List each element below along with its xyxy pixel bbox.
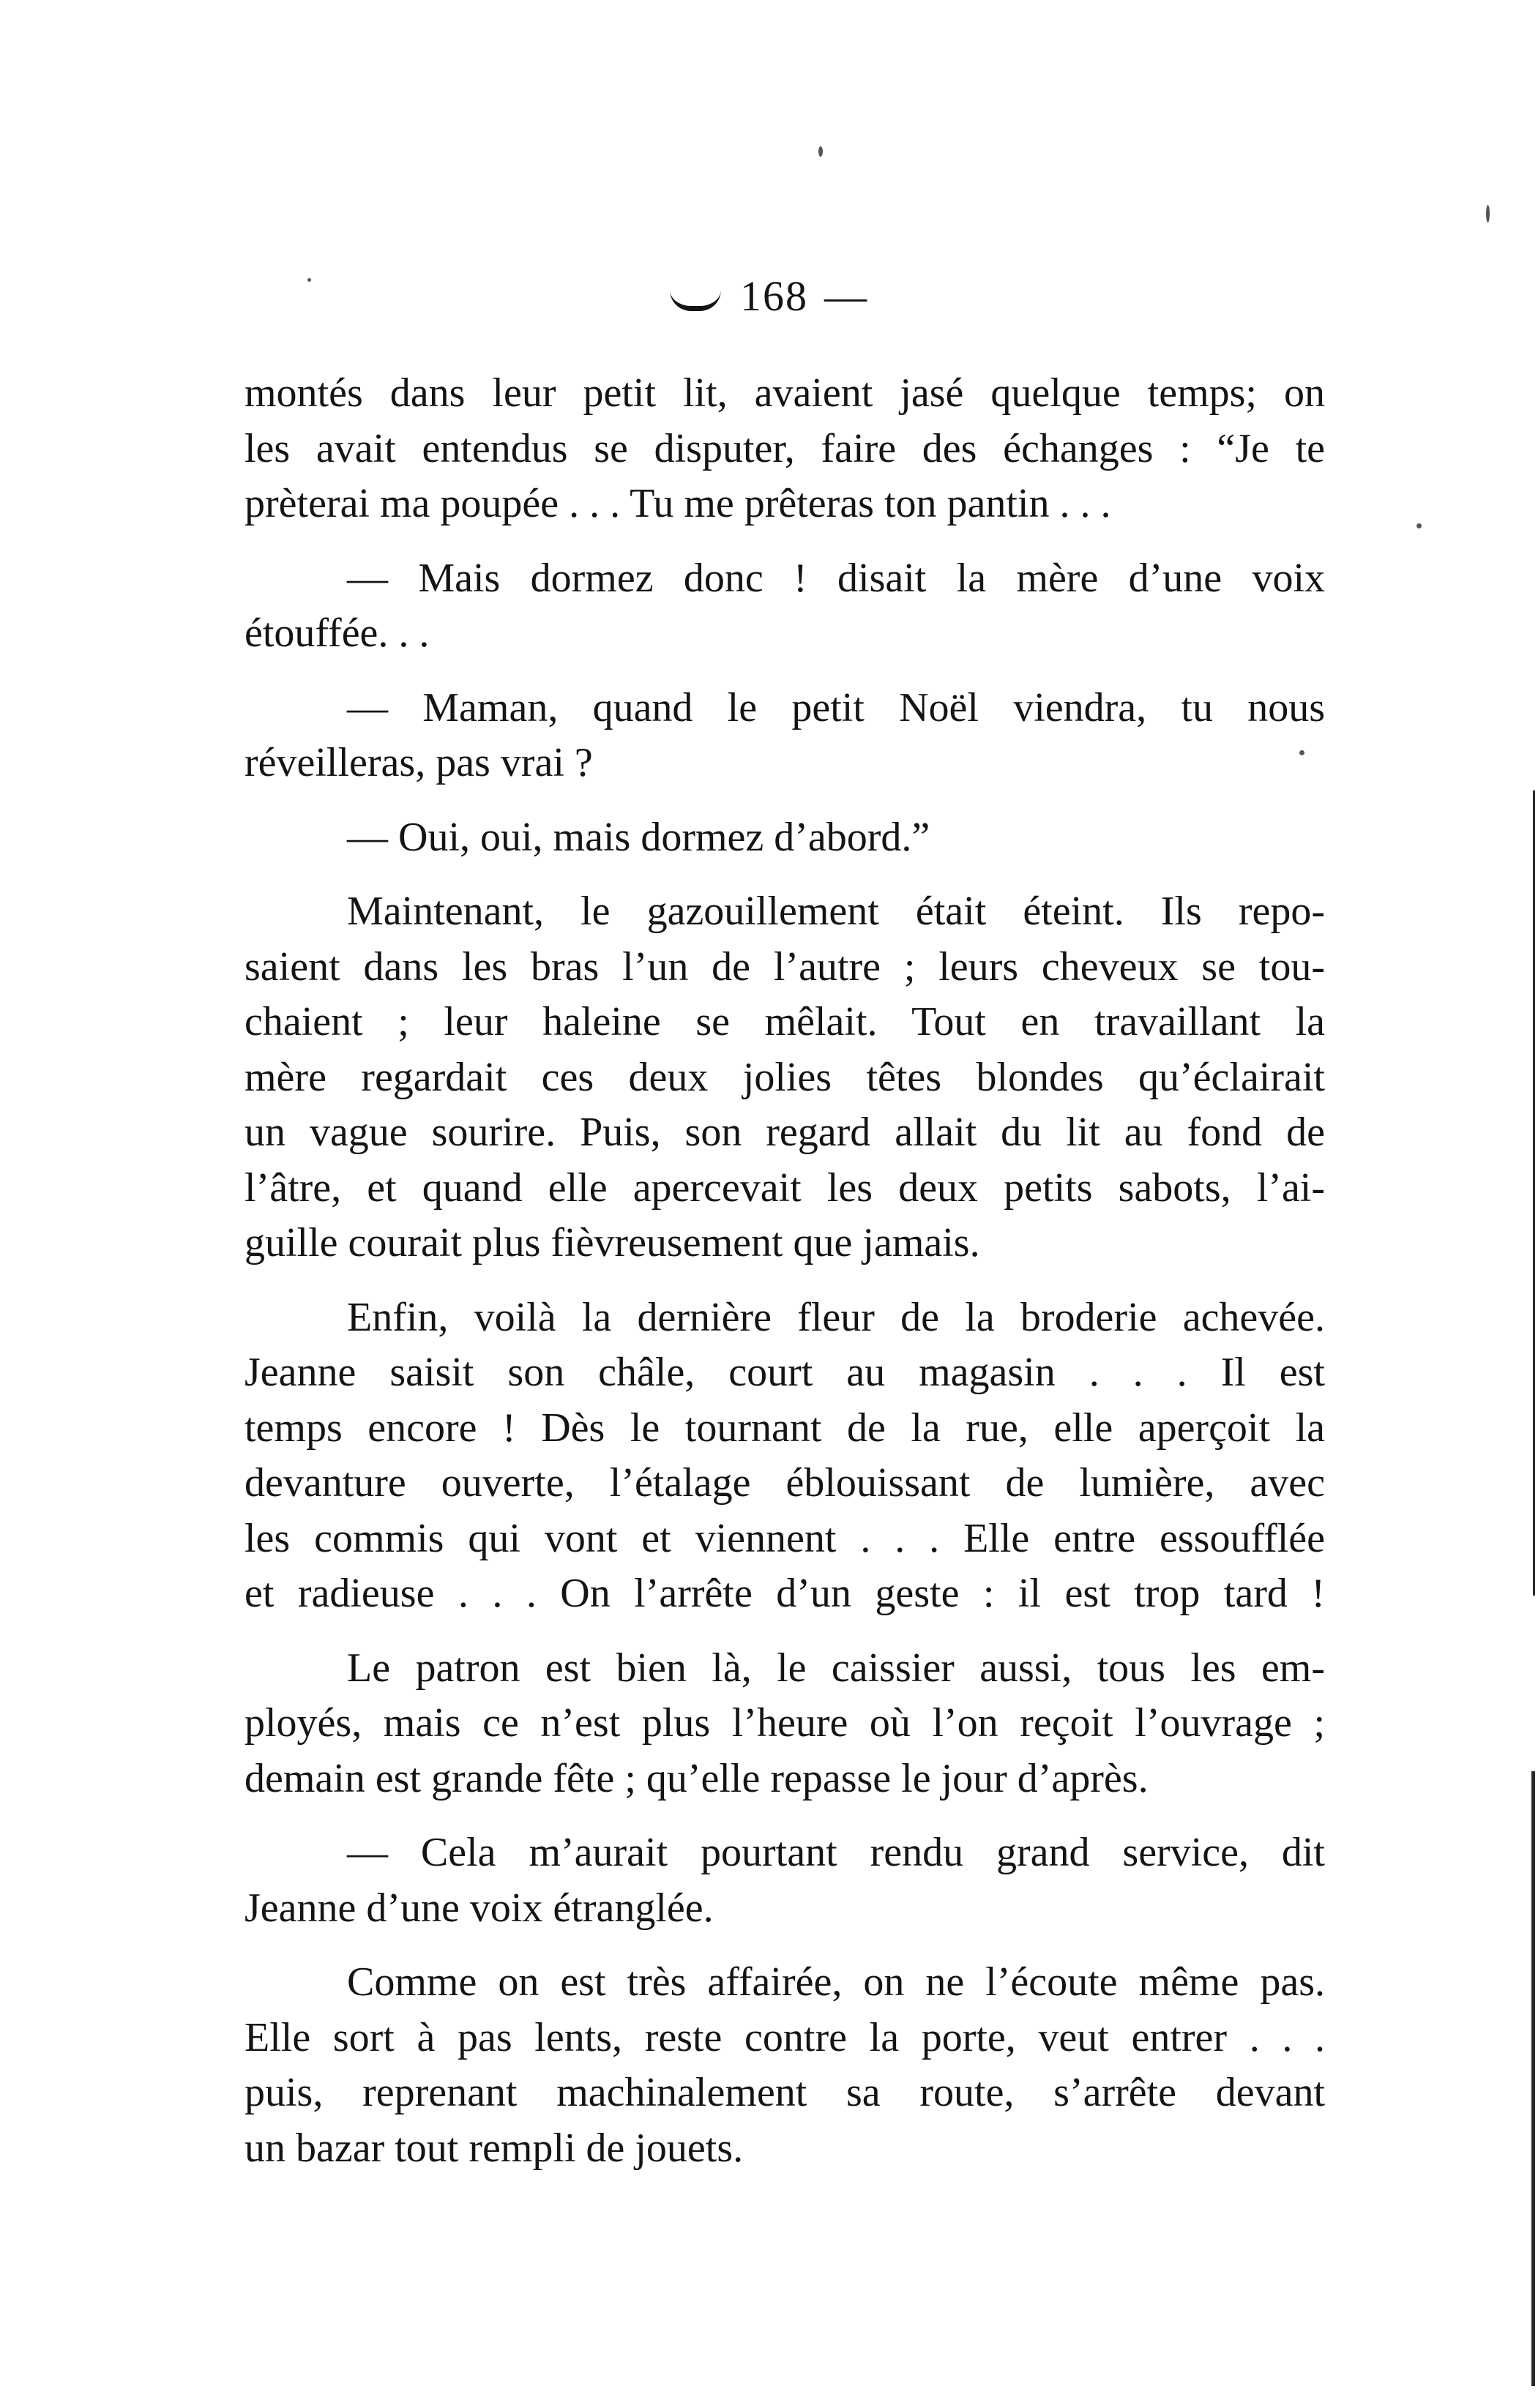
text-line: — Cela m’aurait pourtant rendu grand service, dit [347,1830,1325,1875]
text-line: étouffée. . . [244,610,430,656]
text-line: ployés, mais ce n’est plus l’heure où l’on reçoit l’ouvrage ; [244,1700,1325,1746]
text-line: temps encore ! Dès le tournant de la rue, elle aperçoit la [244,1405,1325,1451]
text-line: un vague sourire. Puis, son regard allait du lit au fond de [244,1110,1325,1155]
text-line: Comme on est très affairée, on ne l’écoute même pas. [347,1959,1325,2005]
body-text [244,366,1325,2176]
scan-speck [1299,750,1304,755]
paragraph [244,1955,1325,2176]
paragraph [244,366,1325,532]
text-line: réveilleras, pas vrai ? [244,740,593,785]
text-line: — Maman, quand le petit Noël viendra, tu nous [347,684,1325,730]
text-line: l’âtre, et quand elle apercevait les deux petits sabots, l’ai- [244,1164,1325,1211]
text-line: un bazar tout rempli de jouets. [244,2125,744,2171]
paragraph [244,810,1325,866]
page-number-flourish [670,290,721,311]
text-line: chaient ; leur haleine se mêlait. Tout en travaillant la [244,999,1325,1044]
page-edge-line [1533,790,1535,1596]
text-line: montés dans leur petit lit, avaient jasé quelque temps; on [244,370,1325,416]
page-number-dash: — [824,272,868,320]
text-line: prèterai ma poupée . . . Tu me prêteras ton pantin . . . [244,481,1111,526]
text-line: les avait entendus se disputer, faire des échanges : “Je te [244,425,1325,471]
scan-speck [1416,523,1422,528]
text-line: — Mais dormez donc ! disait la mère d’une voix [347,555,1325,601]
paragraph [244,884,1325,1271]
text-line: demain est grande fête ; qu’elle repasse le jour d’après. [244,1755,1149,1801]
text-line: mère regardait ces deux jolies têtes blondes qu’éclairait [244,1054,1325,1100]
scan-speck [1486,205,1490,223]
text-line: guille courait plus fièvreusement que jamais. [244,1220,980,1265]
paragraph [244,681,1325,791]
text-line: Le patron est bien là, le caissier aussi, tous les em- [347,1645,1325,1691]
text-line: et radieuse . . . On l’arrête d’un geste : il est trop tard ! [244,1571,1325,1616]
text-line: Maintenant, le gazouillement était éteint. Ils repo- [347,889,1325,934]
scan-speck [818,146,823,157]
text-line: Jeanne d’une voix étranglée. [244,1885,714,1931]
text-line: — Oui, oui, mais dormez d’abord.” [347,814,930,860]
page-edge-line [1531,1771,1535,2386]
text-line: les commis qui vont et viennent . . . Elle entre essoufflée [244,1515,1325,1561]
text-line: Elle sort à pas lents, reste contre la porte, veut entrer . . . [244,2014,1325,2060]
text-line: saient dans les bras l’un de l’autre ; leurs cheveux se tou- [244,943,1325,990]
text-line: Enfin, voilà la dernière fleur de la broderie achevée. [347,1294,1325,1340]
paragraph [244,1641,1325,1807]
paragraph [244,1825,1325,1936]
text-line: devanture ouverte, l’étalage éblouissant de lumière, avec [244,1460,1325,1506]
scan-speck [307,278,311,282]
paragraph [244,551,1325,662]
text-line: puis, reprenant machinalement sa route, s’arrête devant [244,2070,1325,2115]
page-number: 168 [740,272,808,320]
paragraph [244,1290,1325,1622]
page-number-header [0,263,1538,329]
text-line: Jeanne saisit son châle, court au magasin . . . Il est [244,1350,1325,1395]
